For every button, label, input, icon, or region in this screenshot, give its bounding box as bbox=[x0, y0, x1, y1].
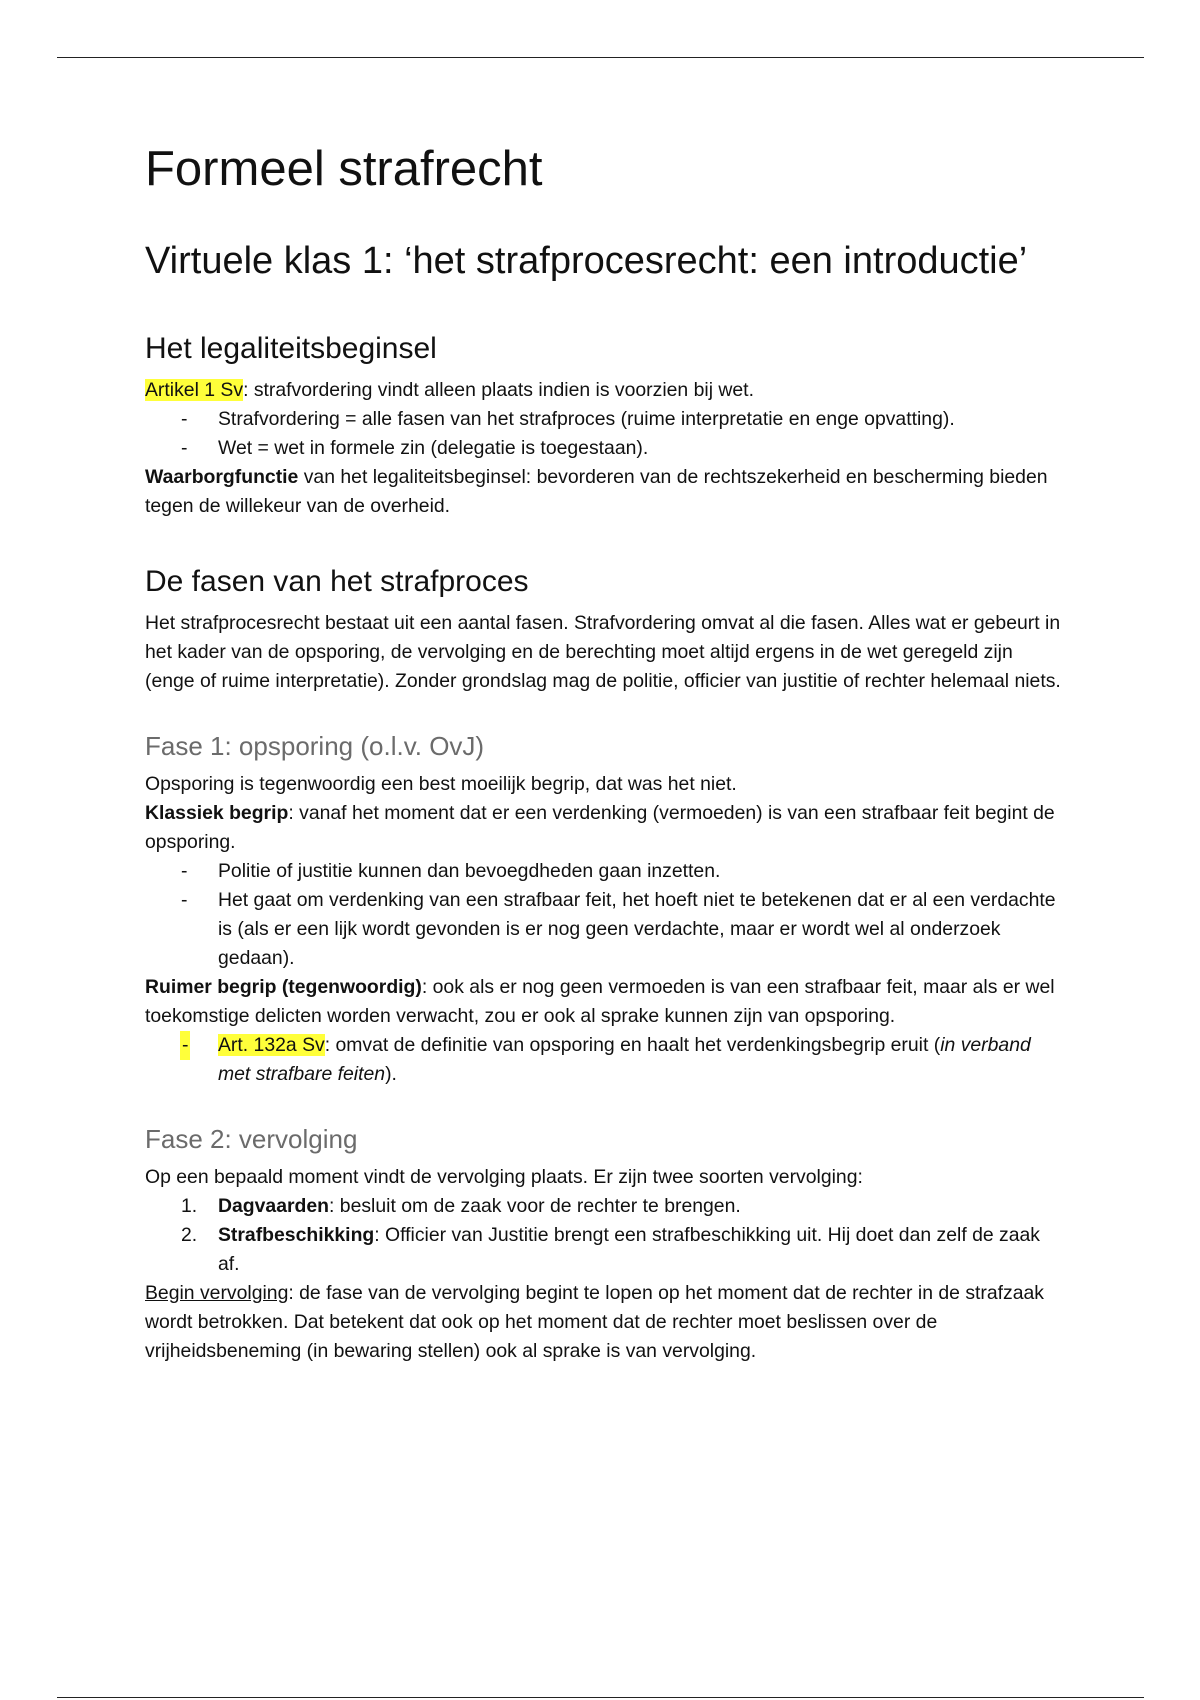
ruimer-text: : ook als er nog geen vermoeden is van een strafbaar feit, maar als er wel toekomstige delicten worden verwacht, zou er ook al sprake kunnen zijn van opsporing. bbox=[145, 975, 1055, 1027]
list-item bbox=[145, 1221, 1065, 1279]
waarborg-term: Waarborgfunctie bbox=[145, 465, 299, 488]
art132a-bullet-list bbox=[145, 1031, 1065, 1089]
list-number: 1. bbox=[181, 1194, 198, 1217]
list-item-text: Het gaat om verdenking van een strafbaar feit, het hoeft niet te betekenen dat er al een verdachte is (als er een lijk wordt gevonden is er nog geen verdachte, maar er wordt wel al onderzoek gedaan). bbox=[218, 888, 1056, 969]
begin-vervolging-term: Begin vervolging bbox=[145, 1281, 289, 1304]
bottom-rule bbox=[57, 1697, 1144, 1698]
begin-vervolging-paragraph bbox=[145, 1279, 1065, 1366]
bullet-dash: - bbox=[180, 1031, 190, 1060]
ruimer-paragraph bbox=[145, 973, 1065, 1031]
klassiek-term: Klassiek begrip bbox=[145, 801, 289, 824]
article-1-ref: Artikel 1 Sv bbox=[145, 378, 244, 401]
article-132a-text: : omvat de definitie van opsporing en haalt het verdenkingsbegrip eruit ( bbox=[324, 1033, 941, 1056]
fase1-bullet-list bbox=[145, 857, 1065, 973]
list-item-term: Dagvaarden bbox=[218, 1194, 330, 1217]
subsection-heading-fase2: Fase 2: vervolging bbox=[145, 1123, 358, 1154]
list-item bbox=[145, 1192, 1065, 1221]
top-rule bbox=[57, 57, 1144, 58]
vervolging-numbered-list bbox=[145, 1192, 1065, 1279]
list-item bbox=[145, 886, 1065, 973]
bullet-dash: - bbox=[181, 888, 188, 911]
article-132a-end: ). bbox=[385, 1062, 397, 1085]
article-1-paragraph bbox=[145, 376, 1065, 405]
fase2-intro: Op een bepaald moment vindt de vervolging plaats. Er zijn twee soorten vervolging: bbox=[145, 1165, 863, 1188]
document-body bbox=[145, 140, 1065, 1366]
lesson-title: Virtuele klas 1: ‘het strafprocesrecht: een introductie’ bbox=[145, 239, 1028, 282]
article-1-text: : strafvordering vindt alleen plaats indien is voorzien bij wet. bbox=[243, 378, 754, 401]
bullet-dash: - bbox=[181, 436, 188, 459]
list-item bbox=[145, 1031, 1065, 1089]
list-item-text: Politie of justitie kunnen dan bevoegdheden gaan inzetten. bbox=[218, 859, 721, 882]
bullet-dash: - bbox=[181, 407, 188, 430]
klassiek-text: : vanaf het moment dat er een verdenking (vermoeden) is van een strafbaar feit begint de opsporing. bbox=[145, 801, 1055, 853]
section-heading-fasen: De fasen van het strafproces bbox=[145, 564, 529, 598]
list-number: 2. bbox=[181, 1223, 198, 1246]
fase1-intro: Opsporing is tegenwoordig een best moeilijk begrip, dat was het niet. bbox=[145, 772, 737, 795]
begin-vervolging-text: : de fase van de vervolging begint te lopen op het moment dat de rechter in de strafzaak wordt betrokken. Dat betekent dat ook op het moment dat de rechter moet beslissen over de vrijheidsbeneming (in bewaring stellen) ook al sprake is van vervolging. bbox=[145, 1281, 1045, 1362]
list-item bbox=[145, 434, 1065, 463]
list-item-term: Strafbeschikking bbox=[218, 1223, 375, 1246]
subsection-heading-fase1: Fase 1: opsporing (o.l.v. OvJ) bbox=[145, 730, 485, 761]
section-heading-legaliteit: Het legaliteitsbeginsel bbox=[145, 331, 437, 365]
fasen-paragraph: Het strafprocesrecht bestaat uit een aantal fasen. Strafvordering omvat al die fasen. Alles wat er gebeurt in het kader van de opsporing, de vervolging en de berechting moet altijd ergens in de wet geregeld zijn (enge of ruime interpretatie). Zonder grondslag mag de politie, officier van justitie of rechter helemaal niets. bbox=[145, 611, 1061, 692]
waarborg-paragraph bbox=[145, 463, 1065, 521]
list-item-text: : Officier van Justitie brengt een strafbeschikking uit. Hij doet dan zelf de zaak af. bbox=[218, 1223, 1041, 1275]
waarborg-text: van het legaliteitsbeginsel: bevorderen van de rechtszekerheid en bescherming bieden tegen de willekeur van de overheid. bbox=[145, 465, 1048, 517]
list-item bbox=[145, 857, 1065, 886]
page-title: Formeel strafrecht bbox=[145, 142, 543, 196]
ruimer-term: Ruimer begrip (tegenwoordig) bbox=[145, 975, 422, 998]
bullet-dash: - bbox=[181, 859, 188, 882]
article-132a-ref: Art. 132a Sv bbox=[218, 1033, 325, 1056]
legaliteit-bullet-list bbox=[145, 405, 1065, 463]
list-item bbox=[145, 405, 1065, 434]
list-item-text: Wet = wet in formele zin (delegatie is toegestaan). bbox=[218, 436, 649, 459]
article-132a-italic: in verband met strafbare feiten bbox=[218, 1033, 1031, 1085]
klassiek-paragraph bbox=[145, 799, 1065, 857]
list-item-text: : besluit om de zaak voor de rechter te brengen. bbox=[329, 1194, 741, 1217]
list-item-text: Strafvordering = alle fasen van het strafproces (ruime interpretatie en enge opvatting). bbox=[218, 407, 955, 430]
